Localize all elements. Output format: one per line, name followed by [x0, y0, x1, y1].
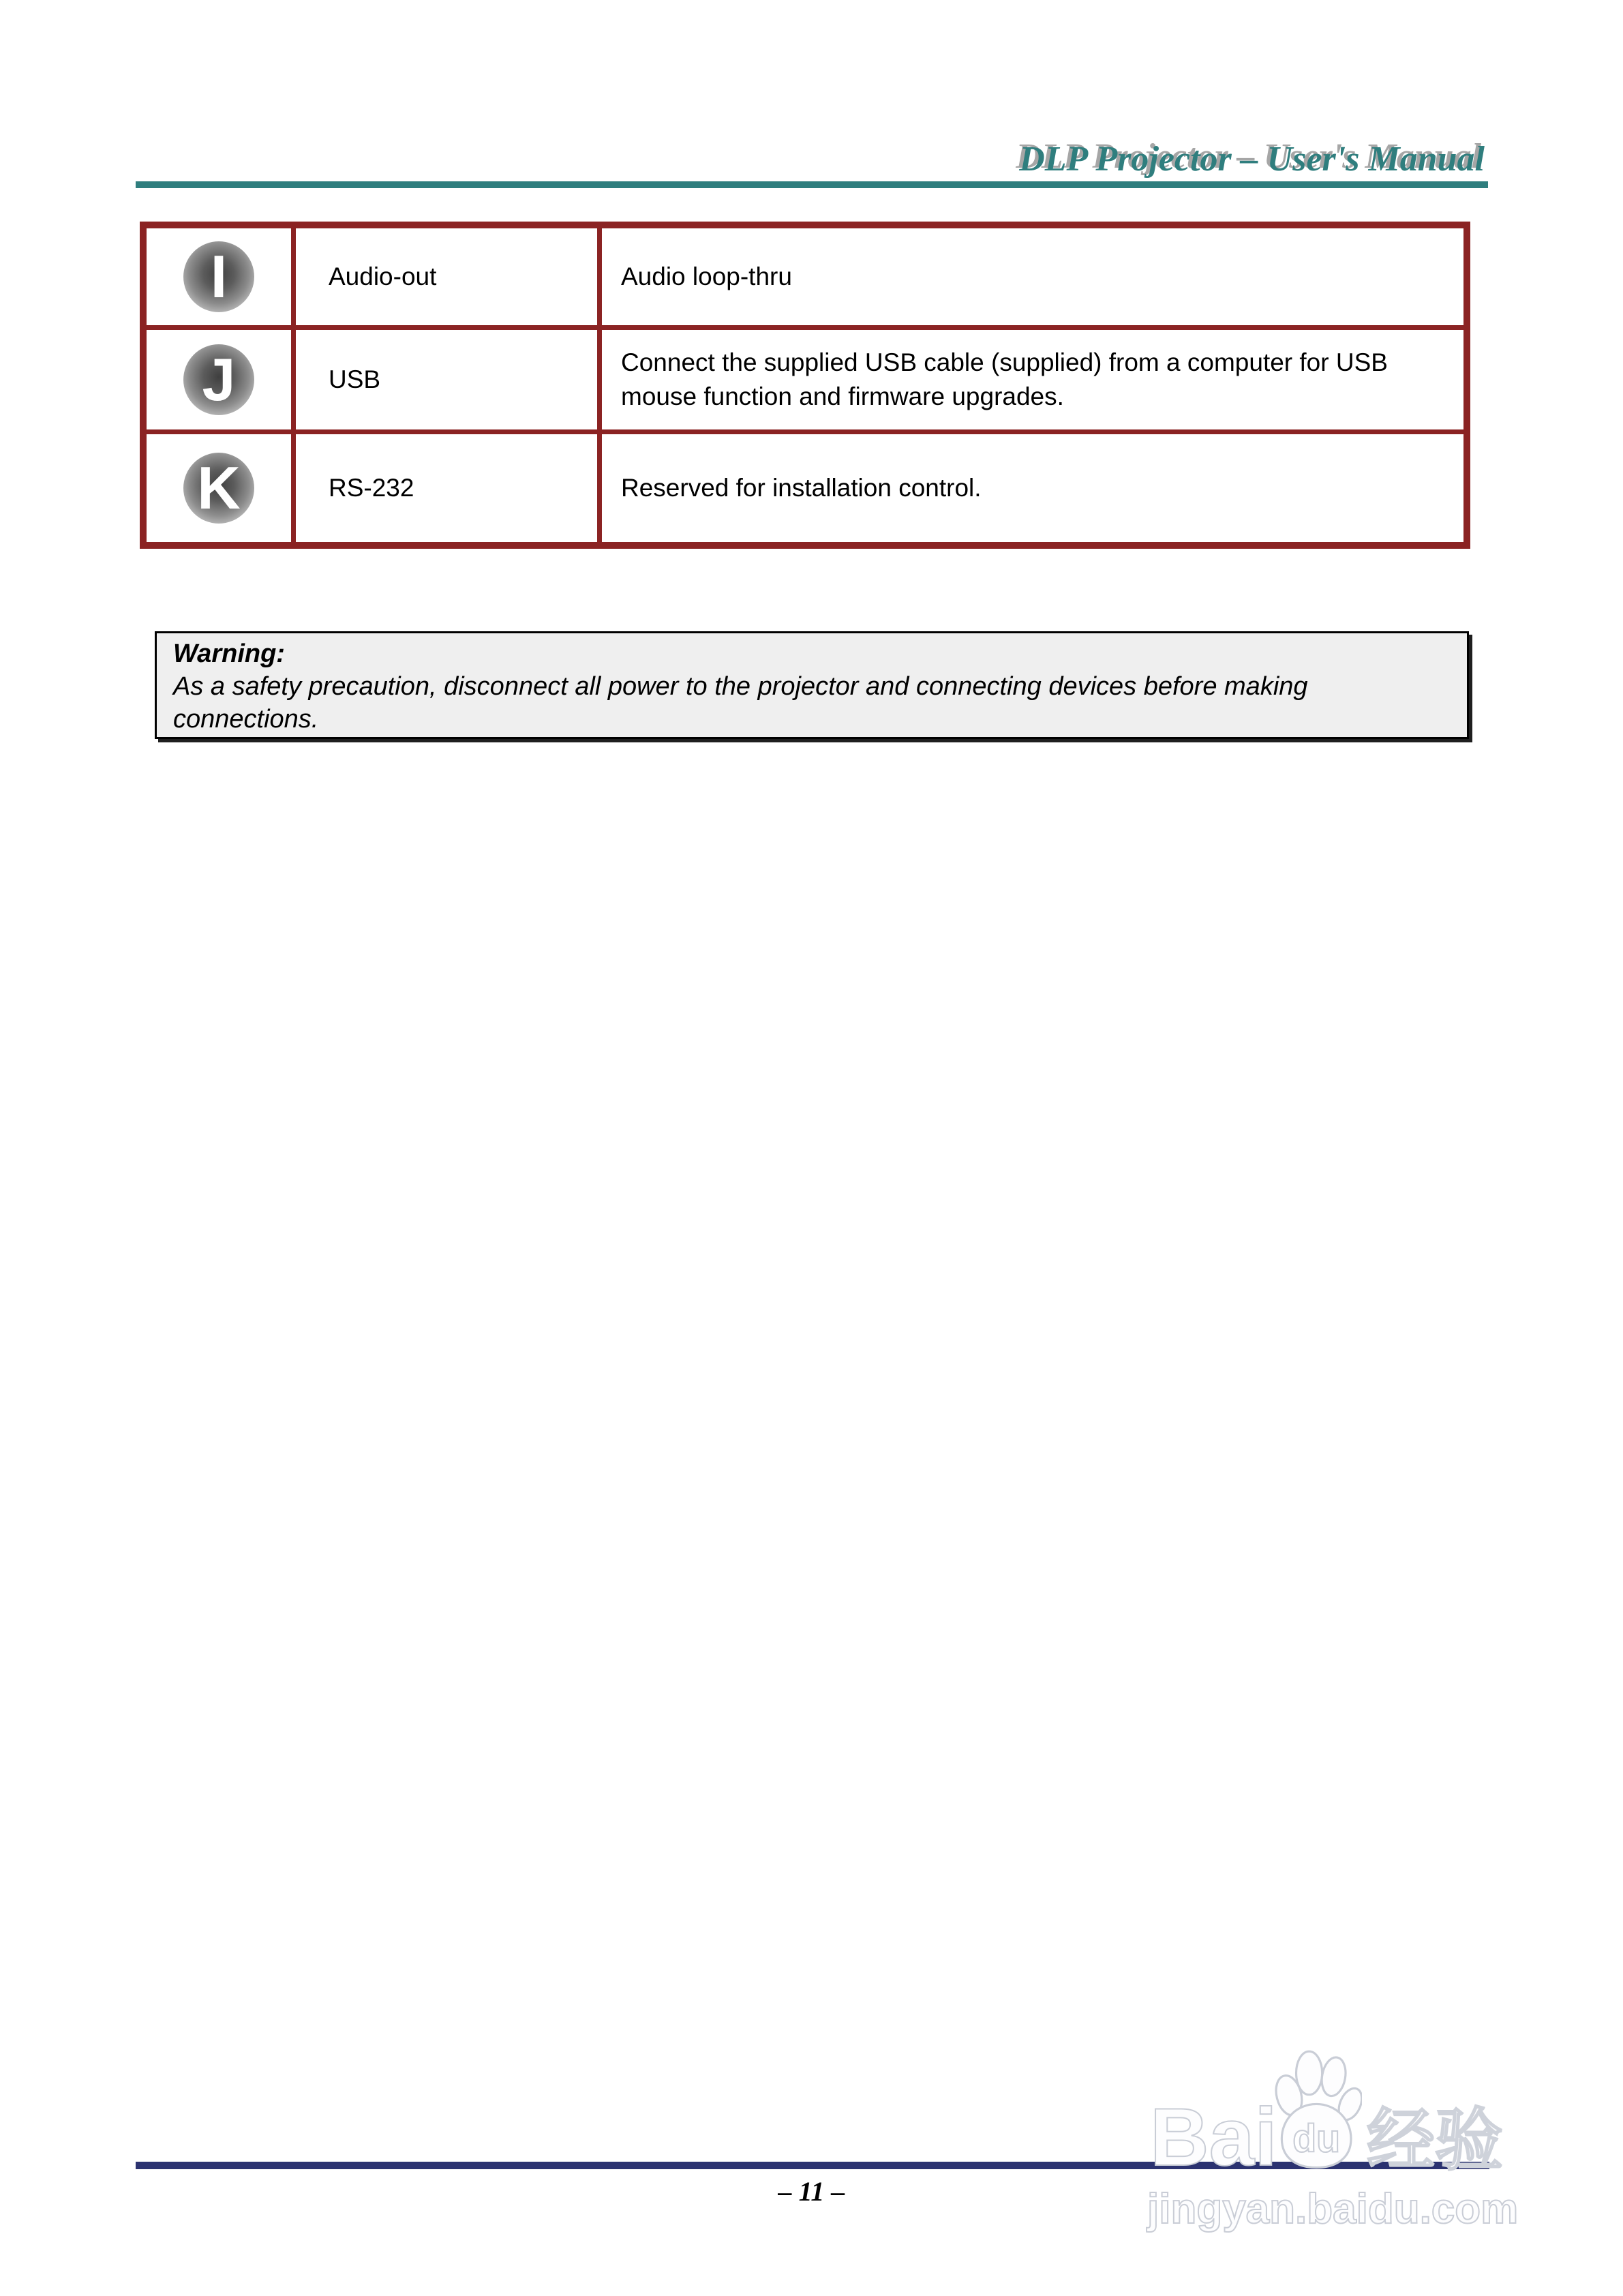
warning-title: Warning:	[173, 639, 285, 668]
connector-letter-icon: J	[183, 344, 254, 415]
connector-description: Reserved for installation control.	[621, 474, 982, 502]
baidu-paw-icon	[1266, 2049, 1362, 2172]
watermark-baidu-text: Bai	[1150, 2091, 1277, 2183]
warning-body-text: As a safety precaution, disconnect all power to the projector and connecting devices before making connections.	[173, 672, 1308, 734]
table-cell-name	[296, 330, 597, 429]
table-cell-description	[602, 330, 1463, 429]
table-cell-description	[602, 434, 1463, 542]
watermark-jingyan-cn-text: 经验	[1367, 2102, 1503, 2179]
table-cell-name	[296, 228, 597, 325]
table-cell-icon-row-k	[147, 434, 291, 542]
connector-letter-icon: K	[183, 453, 254, 524]
connector-name: RS-232	[329, 474, 414, 502]
connector-letter-icon: I	[183, 241, 254, 312]
warning-box	[155, 631, 1469, 739]
connector-description: Audio loop-thru	[621, 262, 792, 290]
connector-name: USB	[329, 365, 381, 393]
header-divider-line	[136, 181, 1488, 188]
page-number: – 11 –	[778, 2176, 845, 2207]
watermark-du-text: du	[1292, 2117, 1341, 2161]
page-header-title: DLP Projector – User's Manual	[1019, 140, 1485, 179]
table-cell-icon-row-j	[147, 330, 291, 429]
table-cell-icon-row-i	[147, 228, 291, 325]
connector-description: Connect the supplied USB cable (supplied) from a computer for USB mouse function and firmware upgrades.	[621, 348, 1388, 410]
connector-name: Audio-out	[329, 262, 437, 290]
connector-table	[140, 222, 1470, 549]
watermark-site-url: jingyan.baidu.com	[1147, 2186, 1519, 2233]
table-cell-description	[602, 228, 1463, 325]
table-cell-name	[296, 434, 597, 542]
